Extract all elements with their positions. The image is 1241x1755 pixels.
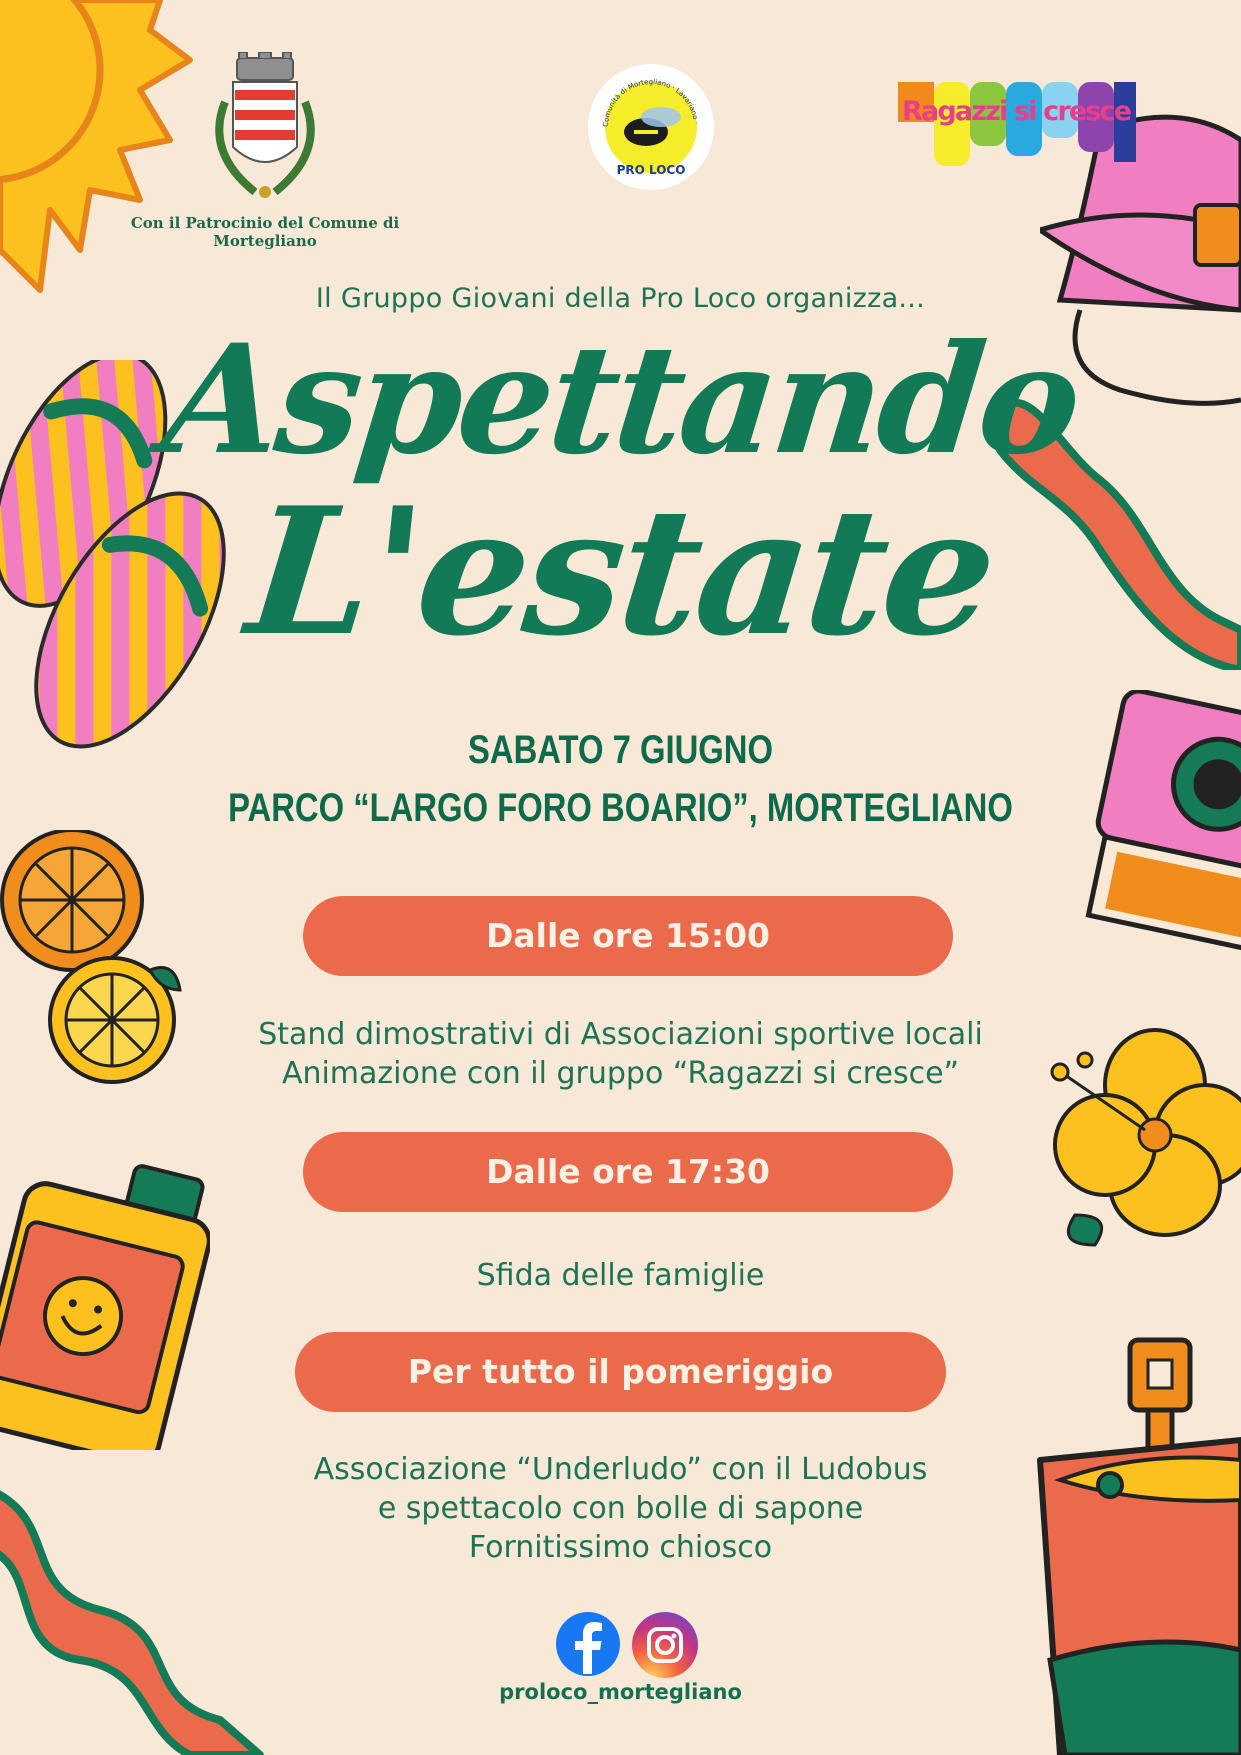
- intro-text: Il Gruppo Giovani della Pro Loco organizza...: [315, 283, 926, 314]
- ragazzi-si-cresce-logo: [898, 82, 1140, 170]
- description-line: Fornitissimo chiosco: [468, 1530, 773, 1565]
- schedule-description-3: [0, 1450, 1241, 1567]
- instagram-icon[interactable]: [632, 1612, 698, 1678]
- social-handle: proloco_mortegliano: [499, 1680, 742, 1704]
- time-badge-1730: Dalle ore 17:30: [303, 1132, 953, 1212]
- description-line: Associazione “Underludo” con il Ludobus: [313, 1452, 928, 1487]
- title-line-1: Aspettando: [155, 312, 1086, 488]
- schedule-description-2: [0, 1256, 1241, 1295]
- ragazzi-logo-text: Ragazzi si cresce: [902, 96, 1132, 127]
- sunscreen-illustration: [0, 1150, 210, 1450]
- time-badge-afternoon: Per tutto il pomeriggio: [295, 1332, 946, 1412]
- comune-crest-logo: [195, 52, 335, 212]
- description-line: Sfida delle famiglie: [476, 1258, 765, 1293]
- patrocinio-caption: Con il Patrocinio del Comune di Mortegliano: [130, 214, 400, 250]
- description-line: e spettacolo con bolle di sapone: [377, 1491, 864, 1526]
- title-line-2: L'estate: [239, 470, 1002, 675]
- event-date: SABATO 7 GIUGNO: [468, 728, 773, 772]
- pro-loco-ring-text: Comunità di Mortegliano · Lavariano ·: [601, 77, 700, 128]
- event-venue: PARCO “LARGO FORO BOARIO”, MORTEGLIANO: [228, 786, 1013, 830]
- pro-loco-logo: [586, 62, 716, 192]
- description-line: Animazione con il gruppo “Ragazzi si cresce”: [281, 1056, 960, 1091]
- facebook-icon[interactable]: [556, 1612, 620, 1676]
- pro-loco-name: PRO LOCO: [616, 163, 686, 177]
- schedule-description-1: [0, 1015, 1241, 1093]
- time-badge-1500: Dalle ore 15:00: [303, 896, 953, 976]
- description-line: Stand dimostrativi di Associazioni sportive locali: [258, 1017, 983, 1052]
